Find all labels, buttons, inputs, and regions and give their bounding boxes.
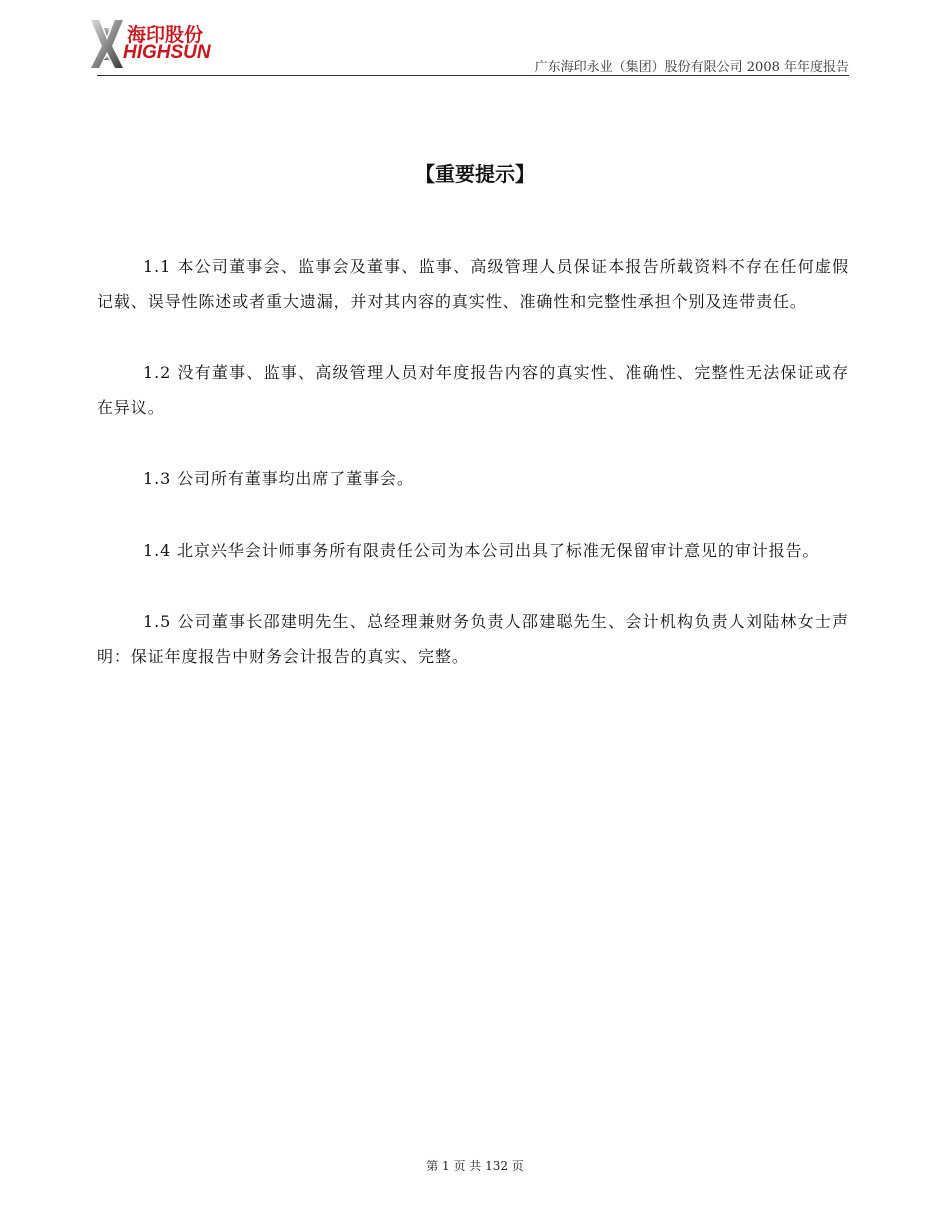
logo-chinese-name: 海印股份 <box>127 24 204 46</box>
section-title: 【重要提示】 <box>415 162 535 186</box>
notice-1-2: 1.2 没有董事、监事、高级管理人员对年度报告内容的真实性、准确性、完整性无法保证或存在异议。 <box>97 363 849 417</box>
notice-1-1: 1.1 本公司董事会、监事会及董事、监事、高级管理人员保证本报告所载资料不存在任何虚假记载、误导性陈述或者重大遗漏，并对其内容的真实性、准确性和完整性承担个别及连带责任。 <box>97 257 849 311</box>
notice-list <box>97 250 849 711</box>
notice-1-3: 1.3 公司所有董事均出席了董事会。 <box>143 469 414 488</box>
logo-mark-icon <box>87 16 127 72</box>
page-header <box>97 14 849 78</box>
page-number: 第 1 页 共 132 页 <box>426 1159 524 1173</box>
notice-1-5: 1.5 公司董事长邵建明先生、总经理兼财务负责人邵建聪先生、会计机构负责人刘陆林女士声明：保证年度报告中财务会计报告的真实、完整。 <box>97 612 849 666</box>
header-divider <box>97 75 849 76</box>
company-logo <box>87 16 227 72</box>
notice-1-4: 1.4 北京兴华会计师事务所有限责任公司为本公司出具了标准无保留审计意见的审计报告。 <box>143 540 820 560</box>
report-title: 广东海印永业（集团）股份有限公司 2008 年年度报告 <box>534 60 849 75</box>
logo-english-name: HIGHSUN <box>123 42 211 63</box>
